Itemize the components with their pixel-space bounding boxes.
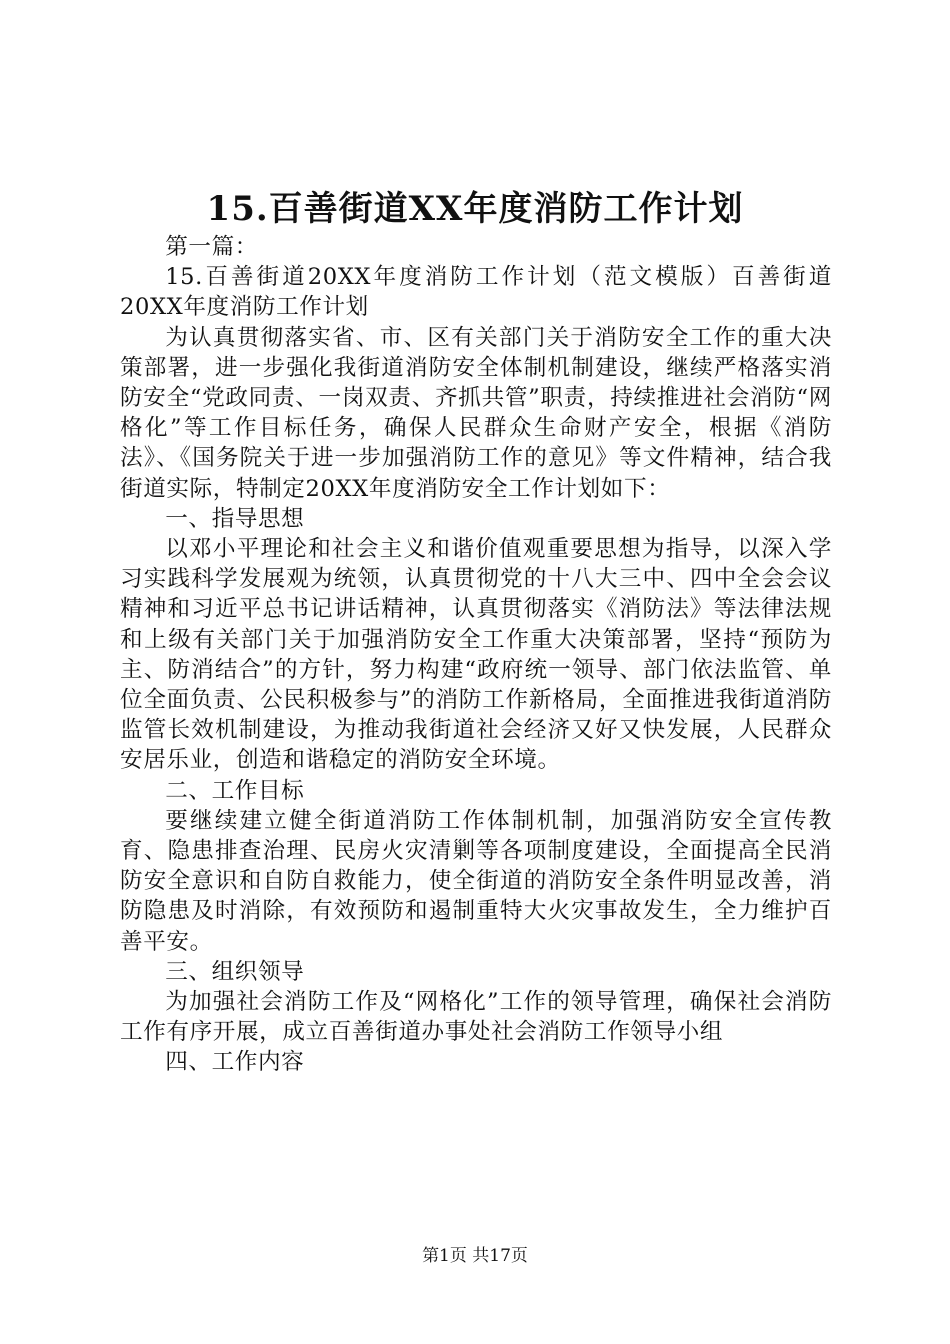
page-footer: 第1页 共17页 [422, 1246, 528, 1266]
document-body [120, 232, 832, 1078]
document-title: 15.百善街道XX年度消防工作计划 [206, 189, 744, 229]
heading-work-content: 四、工作内容 [165, 1049, 305, 1076]
heading-guiding-thought: 一、指导思想 [165, 505, 305, 532]
section-label: 第一篇： [165, 234, 258, 260]
organization-paragraph: 为加强社会消防工作及“网格化”工作的领导管理，确保社会消防工作有序开展，成立百善街道办事处社会消防工作领导小组 [120, 989, 832, 1046]
guiding-thought-paragraph: 以邓小平理论和社会主义和谐价值观重要思想为指导，以深入学习实践科学发展观为统领，认真贯彻党的十八大三中、四中全会会议精神和习近平总书记讲话精神，认真贯彻落实《消防法》等法律法规和上级有关部门关于加强消防安全工作重大决策部署，坚持“预防为主、防消结合”的方针，努力构建“政府统一领导、部门依法监管、单位全面负责、公民积极参与”的消防工作新格局，全面推进我街道消防监管长效机制建设，为推动我街道社会经济又好又快发展，人民群众安居乐业，创造和谐稳定的消防安全环境。 [120, 536, 832, 774]
heading-organization: 三、组织领导 [165, 958, 305, 985]
work-goals-paragraph: 要继续建立健全街道消防工作体制机制，加强消防安全宣传教育、隐患排查治理、民房火灾清剿等各项制度建设，全面提高全民消防安全意识和自防自救能力，使全街道的消防安全条件明显改善，消防隐患及时消除，有效预防和遏制重特大火灾事故发生，全力维护百善平安。 [120, 807, 832, 955]
intro-paragraph: 为认真贯彻落实省、市、区有关部门关于消防安全工作的重大决策部署，进一步强化我街道消防安全体制机制建设，继续严格落实消防安全“党政同责、一岗双责、齐抓共管”职责，持续推进社会消防“网格化”等工作目标任务，确保人民群众生命财产安全，根据《消防法》、《国务院关于进一步加强消防工作的意见》等文件精神，结合我街道实际，特制定20XX年度消防安全工作计划如下： [120, 324, 832, 502]
heading-work-goals: 二、工作目标 [165, 777, 305, 804]
subtitle-paragraph: 15.百善街道20XX年度消防工作计划（范文模版）百善街道20XX年度消防工作计划 [120, 264, 832, 321]
